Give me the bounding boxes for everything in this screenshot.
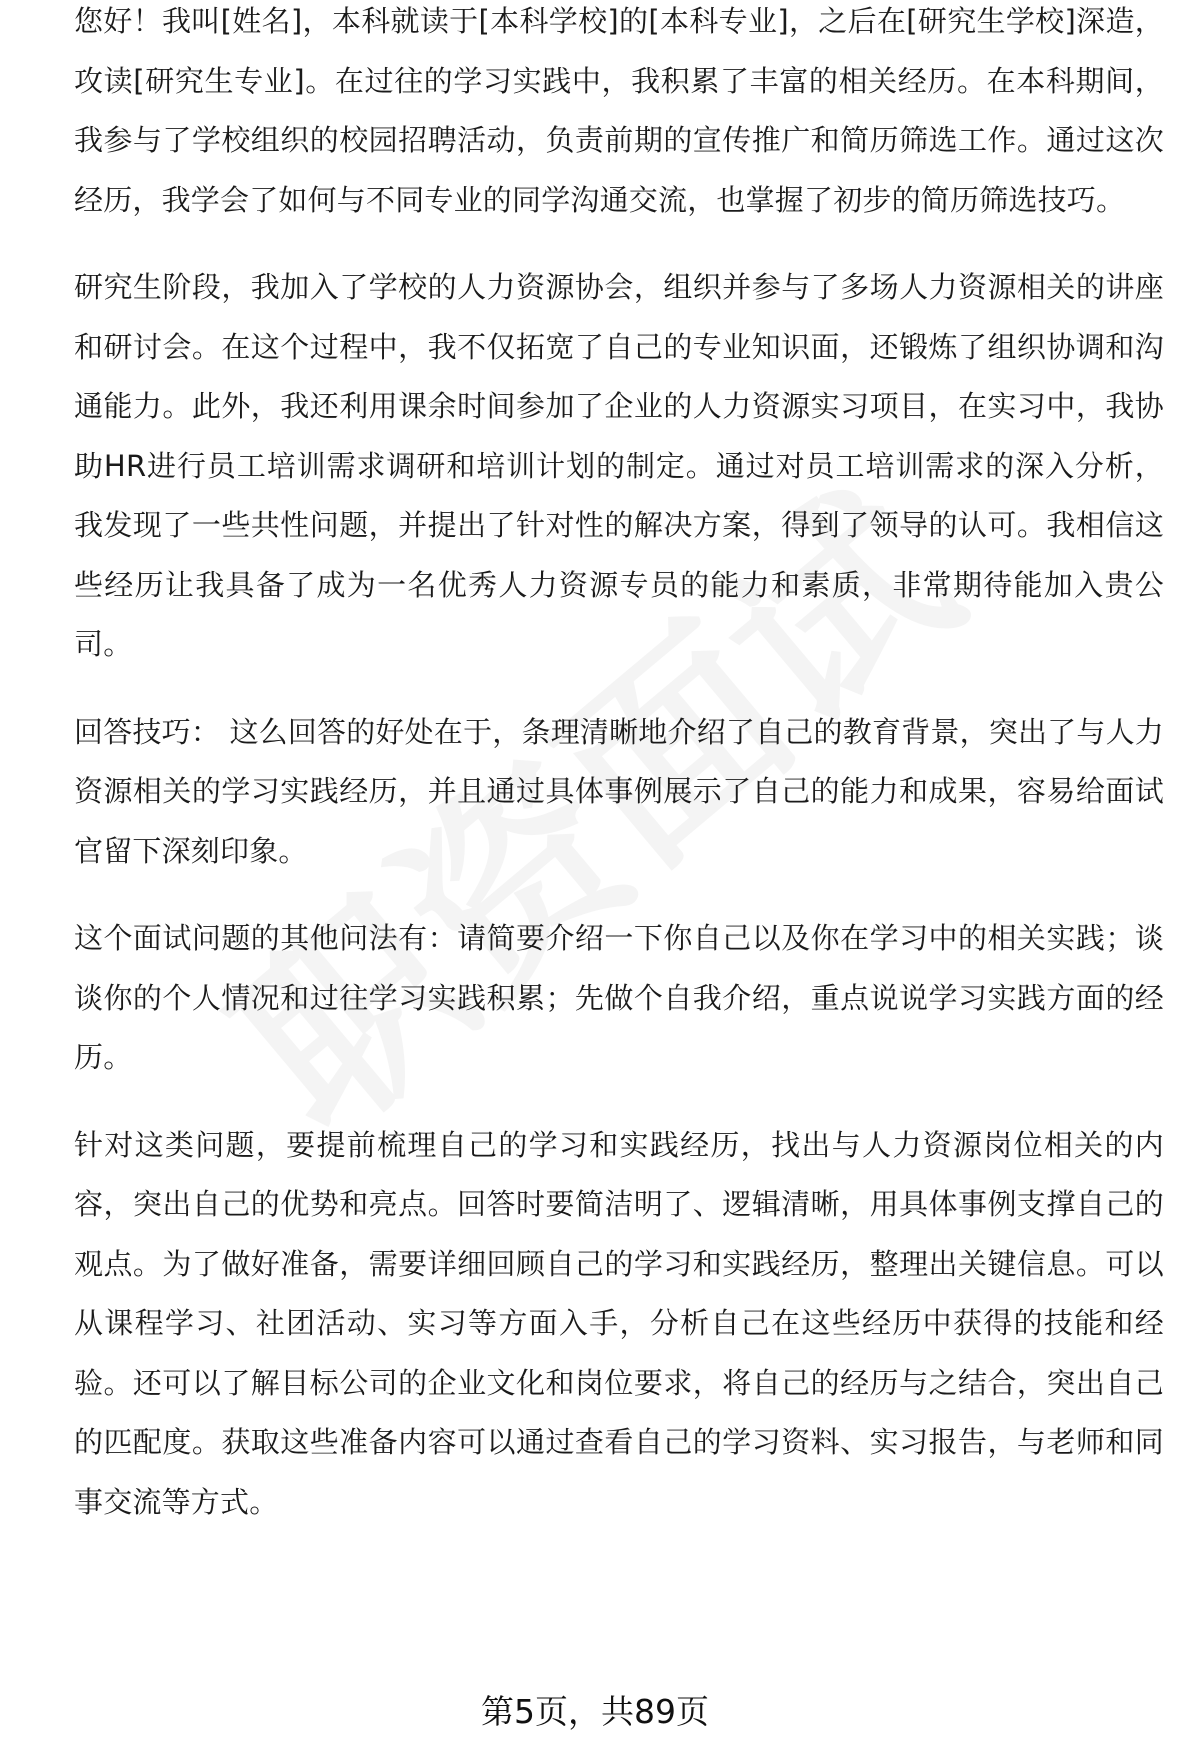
page-number: 第5页，共89页: [481, 1692, 709, 1731]
document-body: [74, 4, 1164, 1560]
paragraph-answer-tips: 回答技巧： 这么回答的好处在于，条理清晰地介绍了自己的教育背景，突出了与人力资源相关的学习实践经历，并且通过具体事例展示了自己的能力和成果，容易给面试官留下深刻印象。: [74, 714, 1164, 868]
paragraph-self-intro-undergrad: 您好！我叫[姓名]，本科就读于[本科学校]的[本科专业]，之后在[研究生学校]深造，攻读[研究生专业]。在过往的学习实践中，我积累了丰富的相关经历。在本科期间，我参与了学校组织的校园招聘活动，负责前期的宣传推广和简历筛选工作。通过这次经历，我学会了如何与不同专业的同学沟通交流，也掌握了初步的简历筛选技巧。: [74, 4, 1164, 217]
paragraph-preparation-advice: 针对这类问题，要提前梳理自己的学习和实践经历，找出与人力资源岗位相关的内容，突出自己的优势和亮点。回答时要简洁明了、逻辑清晰，用具体事例支撑自己的观点。为了做好准备，需要详细回顾自己的学习和实践经历，整理出关键信息。可以从课程学习、社团活动、实习等方面入手，分析自己在这些经历中获得的技能和经验。还可以了解目标公司的企业文化和岗位要求，将自己的经历与之结合，突出自己的匹配度。获取这些准备内容可以通过查看自己的学习资料、实习报告，与老师和同事交流等方式。: [74, 1127, 1164, 1519]
paragraph-self-intro-graduate: 研究生阶段，我加入了学校的人力资源协会，组织并参与了多场人力资源相关的讲座和研讨会。在这个过程中，我不仅拓宽了自己的专业知识面，还锻炼了组织协调和沟通能力。此外，我还利用课余时间参加了企业的人力资源实习项目，在实习中，我协助HR进行员工培训需求调研和培训计划的制定。通过对员工培训需求的深入分析，我发现了一些共性问题，并提出了针对性的解决方案，得到了领导的认可。我相信这些经历让我具备了成为一名优秀人力资源专员的能力和素质，非常期待能加入贵公司。: [74, 270, 1164, 661]
paragraph-alternate-questions: 这个面试问题的其他问法有：请简要介绍一下你自己以及你在学习中的相关实践；谈谈你的个人情况和过往学习实践积累；先做个自我介绍，重点说说学习实践方面的经历。: [74, 921, 1164, 1074]
